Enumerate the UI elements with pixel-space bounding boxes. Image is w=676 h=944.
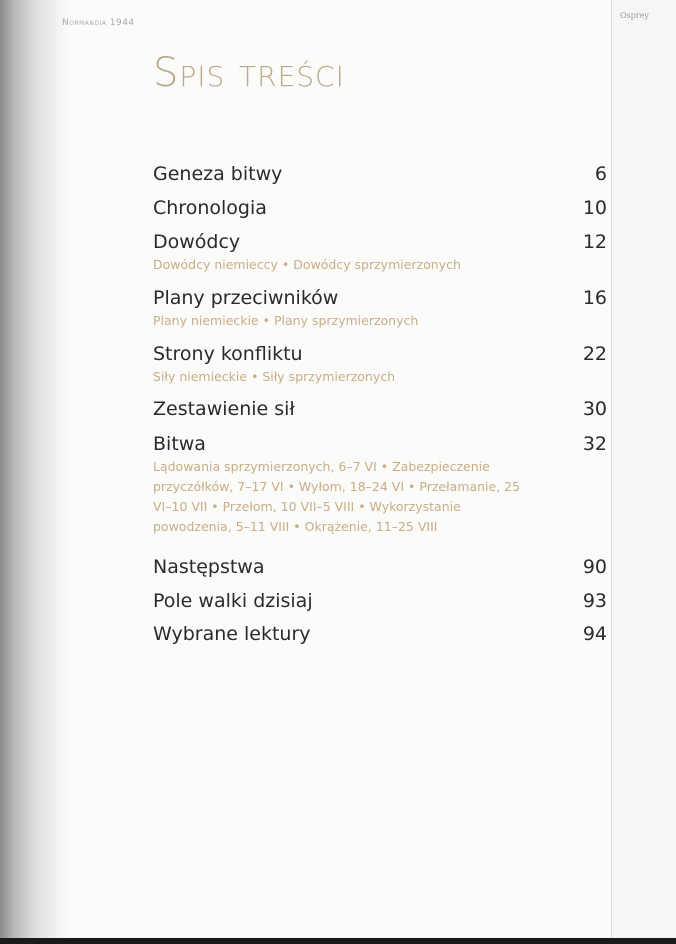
toc-entry-title: Plany przeciwników: [153, 287, 339, 309]
toc-entry-title: Strony konfliktu: [153, 343, 303, 365]
toc-entry-page: 90: [582, 556, 607, 578]
toc-entry-page: 6: [594, 163, 607, 185]
scan-bottom-border: [0, 938, 676, 944]
toc-entry: [153, 622, 607, 646]
toc-entry: [153, 230, 607, 275]
toc-entry-subtitles: Plany niemieckie • Plany sprzymierzonych: [153, 313, 419, 328]
toc-entry-subtitles: Dowódcy niemieccy • Dowódcy sprzymierzonych: [153, 257, 461, 272]
toc-entry: [153, 397, 607, 421]
toc-entry-page: 22: [582, 343, 607, 365]
toc-entry-title: Zestawienie sił: [153, 398, 295, 420]
toc-entry-page: 32: [582, 433, 607, 455]
toc-entry: [153, 589, 607, 613]
toc-entry-page: 16: [582, 287, 607, 309]
facing-page-edge: [612, 0, 676, 938]
page-edge-line: [611, 0, 612, 938]
toc-entry: [153, 162, 607, 186]
toc-entry: [153, 286, 607, 331]
toc-entry-title: Geneza bitwy: [153, 163, 283, 185]
toc-entry-title: Bitwa: [153, 433, 206, 455]
toc-entry: [153, 196, 607, 220]
toc-entry-page: 93: [582, 590, 607, 612]
toc-entry-title: Następstwa: [153, 556, 265, 578]
page-title: Spis treści: [153, 50, 345, 96]
toc-entry-title: Dowódcy: [153, 231, 241, 253]
running-head: Normandia 1944: [62, 18, 135, 28]
toc-entry: [153, 555, 607, 579]
toc-entry-subtitles: Siły niemieckie • Siły sprzymierzonych: [153, 369, 396, 384]
toc-entry-page: 30: [582, 398, 607, 420]
toc-entry: [153, 342, 607, 387]
toc-entry-page: 94: [582, 623, 607, 645]
toc-entry: [153, 432, 607, 537]
toc-entry-title: Chronologia: [153, 197, 267, 219]
toc-entry-title: Pole walki dzisiaj: [153, 590, 313, 612]
toc-entry-subtitles: Lądowania sprzymierzonych, 6–7 VI • Zabezpieczenie przyczółków, 7–17 VI • Wyłom, 18–24 VI • Przełamanie, 25 VI–10 VII • Przełom, 10 VII–5 VIII • Wykorzystanie powodzenia, 5–11 VIII • Okrążenie, 11–25 VIII: [153, 459, 521, 534]
publisher-logo: Osprey: [620, 11, 649, 20]
toc-entry-page: 12: [582, 231, 607, 253]
toc-entry-page: 10: [582, 197, 607, 219]
page-gutter-shadow: [0, 0, 70, 944]
toc-entry-title: Wybrane lektury: [153, 623, 311, 645]
